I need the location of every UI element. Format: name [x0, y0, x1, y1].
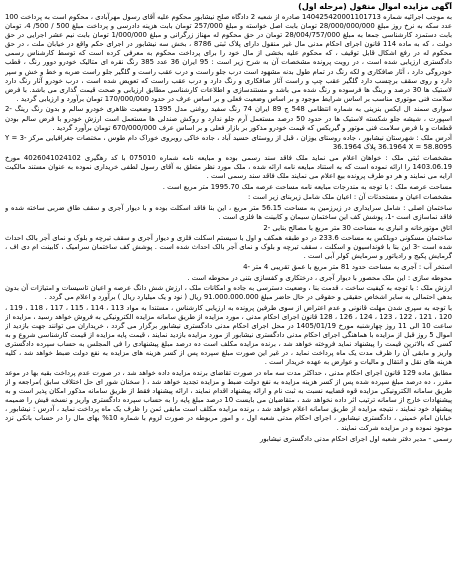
paragraph-duplex: ساختمان مسکونی دوبلکس به مساحت 233.6 در دو طبقه همکف و اول با سیستم اسکلت فلزی و دیوار آجری و سقف تیرچه و بلوک و نمای آجر بالک احداث شده است -3 این بنا با فونداسیون و اسکلت ، سقف تیرچه و بلوک و نمای آجر بالک احداث شده است . پوشش کف ساختمان سرامیک ، کابینت ام دی اف ، گرمایش پکیج و رادیاتور و سرمایش کولر آبی است .	[5, 234, 452, 261]
paragraph-pool: استخر آب : آجری به مساحت حدود 81 متر مربع با عمق تقریبی 4 متر -4	[243, 262, 452, 271]
paragraph-property-address: آدرس ملک : شهرستان نیشابور ، جاده روستای یوزان ، قبل از روستای حسید آباد ، جاده خاکی روبروی خوراک دام طوس ، مختصات جغرافیایی مرکز -3 Y = 36.1964 X = 58.8095 پلاک 36.1964	[5, 134, 452, 152]
paragraph-landscaping: محوطه سازی : این ملک محصور با دیوار آجری ، درختکاری و کفسازی بتنی در محوطه است .	[187, 273, 452, 282]
paragraph-engine-room: اتاق موتورخانه و انباری به مساحت 30 متر مربع با مصالح بنایی -2	[263, 223, 452, 232]
paragraph-land-area: مساحت عرصه ملک : با توجه به مندرجات مبایعه نامه مساحت عرصه ملک 1995.70 متر مربع است .	[162, 182, 452, 191]
paragraph-vehicle-2: سواری سمند ال ایکس بنزینی به شماره انتظامی 548 ج 89 ایران 74 رنگ سفید روغنی مدل 1395 وضعیت ظاهری خودرو سالم و بدون رنگ رینگ -2 اسپورت ، شیشه جلو شکسته لاستیک ها در حدود 50 درصد مستعمل آرم جلو ندارد و روکش صندلی ها مستعمل است ارزش خودرو با فرض سالم بودن قطعات و با فرض سلامت فنی موتور و گیربکس که قیمت خودرو مذکور بر بازار فعلی و بر اساس عرف 670/000/000 تومان برآورد گردید .	[5, 105, 452, 132]
paragraph-main-building: ساختمان اصلی : شامل سرایداری در زیرزمین به مساحت 56.15 متر مربع ، این بنا فاقد اسکلت بوده و با دیوار آجری و سقف طاق ضربی ساخته شده و فاقد نماسازی است -1، پوشش کف این ساختمان سیمان و کابینت ها فلزی است .	[5, 203, 452, 221]
paragraph-buildings-intro: مشخصات اعیان و مستحدثات آن : اعیان ملک شامل زیربنای زیر است :	[247, 193, 452, 202]
paragraph-judgment: به موجب اجرائیه شماره 140425420001101713 صادره از شعبه 2 دادگاه صلح نیشابور محکوم علیه آقای رسول مهرآبادی ، محکوم است به پرداخت 100 عدد سکه به نرخ روز مبلغ 28/000/000/000 تومان بابت اصل خواسته و مبلغ 257/000 تومان بابت هزینه دادرسی و پرداخت مبلغ 500 / 500/ 4، تومان بابت دستمزد کارشناسی جمعا به مبلغ 28/004/757/000 تومان در حق محکوم له مهناز زرگرانی و مبلغ 1/000/000 تومان بابت نیم عشر اجرایی در حق دولت ، که به ماده 114 قانون اجرای احکام مدنی مال غیر منقول دارای پلاک ثبتی 8786 ، بخش سه نیشابور در اجرای حکم واقع در خیابان ملت ، در حق محکوم له در رفع اشکال قابل توقیف ، که محکوم علیه بخشی از مال خود را برای پرداخت محکوم به معرفی کرده است که توسط کارشناس رسمی دادگستری ارزیابی شده است ، در رویت پرونده مشخصات آن به شرح زیر است : 95 ایران 36 عدد 385 رنگ نقره ای متالیک خودرو دوور رنگ ، قطب خودروگی دارد ، آثار صافکاری و لکه رنگ در تمام طول بدنه مشهود است درب جلو راست و درب عقب راست و گلگیر جلو راست ضربه و خط و خش و سپر دارد و روی سقف برچسب دارد گلگیر عقب چپ و راست آثار صافکاری و رنگ دارد و درب عقب راست که تعویض شده است ، درب خودرو آثار رنگ دارد لاستیک ها 30 درصد و رینگ ها فرسوده و رنگ شده می باشد و مستندسازی و اطلاعات کارشناسی مطابق ارزیابی و صحت قیمت گذاری می باشد. با فرض سلامت فنی موتوری مناسب بر اساس شرایط موجود و بر اساس وضعیت فعلی و بر اساس عرف در حدود 170/000/000 تومان برآورد و ارزیابی گردید .	[5, 13, 452, 103]
paragraph-property-value: ارزش ملک : با توجه به کیفیت ساخت ، قدمت بنا ، وضعیت دسترسی به جاده و امکانات ملک ، ارزش شش دانگ عرصه و اعیان تاسیسات و امتیازات آن بدون بدهی احتمالی به سایر اشخاص حقیقی و حقوقی در حال حاضر مبلغ 91.000.000.000 ریال ( نود و یک میلیارد ریال ) برآورد و اعلام می گردد .	[5, 284, 452, 302]
auction-notice	[5, 2, 452, 574]
paragraph-auction-terms: با توجه به سپری شدن مهلت قانونی و عدم اعتراض از سوی طرفین پرونده به ارزیابی کارشناس ، مستندا به مواد 113 ، 114 ، 115 ، 117 ، 118 ، 119 ، 120 ، 121 ، 122 ، 123 ، 124 ، 126 ، 128 قانون اجرای احکام مدنی ، مورد مزایده از طریق سامانه مزایده الکترونیکی به فروش خواهد رسید ، مزایده از ساعت 10 الی 11 روز چهارشنبه مورخ 1405/01/19 در محل اجرای احکام مدنی دادگستری نیشابور برگزار می گردد ، خریداران می توانند جهت بازدید از اموال 5 روز قبل از مزایده با هماهنگی اجرای احکام مدنی دادگستری نیشابور از مورد مزایده بازدید نمایند ، قیمت پایه مزایده از قیمت کارشناسی شروع و به کسی که بالاترین قیمت را پیشنهاد نماید فروخته خواهد شد ، برنده مزایده مکلف است ده درصد مبلغ پیشنهادی را فی المجلس به حساب سپرده دادگستری واریز و مابقی آن را ظرف مدت یک ماه پرداخت نماید ، در غیر این صورت مبلغ سپرده پس از کسر هزینه های مزایده به نفع دولت ضبط خواهد شد ، کلیه هزینه های نقل و انتقال و مالیات و عوارض به عهده خریدار است .	[5, 303, 452, 367]
notice-signature: رسمی - مدیر دفتر شعبه اول اجرای احکام مدنی دادگستری نیشابور	[259, 434, 452, 443]
paragraph-payment-terms: مطابق ماده 129 قانون اجرای احکام مدنی ، حداکثر مدت سه ماه در صورت تقاضای برنده مزایده داده خواهد شد ، در صورت عدم پرداخت بقیه بها در موعد مقرر ، ده درصد مبلغ سپرده شده پس از کسر هزینه مزایده به نفع دولت ضبط و مزایده تجدید خواهد شد ، ( سخنان شور ای حل اختلاف سابق )مراجعه و از طریق سامانه الکترونیکی مزایده قوه قضاییه نسبت به ثبت نام و ارائه پیشنهاد اقدام نمایند ، ارائه پیشنهاد فقط از طریق سامانه مذکور امکان پذیر است و به پیشنهادات خارج از سامانه ترتیب اثر داده نخواهد شد ، متقاضیان می بایست 10 درصد مبلغ پایه را به حساب سپرده دادگستری واریز و نسخه فیش را ضمیمه پیشنهاد خود نمایند ، نتیجه مزایده از طریق سامانه اعلام خواهد شد ، برنده مزایده مکلف است مابقی ثمن را ظرف یک ماه پرداخت نماید ، آدرس : نیشابور ، خیابان امام خمینی ، دادگستری نیشابور ، اجرای احکام مدنی شعبه اول ، و امور مربوطه در صورت لزوم با شماره 10% بهای مال را در حساب بانکی نزد موجود نموده و در مزایده شرکت نمایند .	[5, 368, 452, 432]
paragraph-registration: مشخصات ثبتی ملک : خواهان اعلام می نماید ملک فاقد سند رسمی بوده و مبایعه نامه شماره 075010 با کد رهگیری 4026041024102 مورخ 1403.06.19 را ارائه نموده است که به استناد مبایعه نامه ارائه شده ، ملک مورد نظر متعلق به آقای رسول لطفی خریداری نموده به عنوان مستند مالکیت ارایه می نمایند و هر دو طرف پرونده بیع اعلام می نمایند ملک فاقد سند رسمی است .	[5, 153, 452, 181]
notice-title: آگهی مزایده اموال منقول (مرحله اول)	[298, 2, 452, 11]
